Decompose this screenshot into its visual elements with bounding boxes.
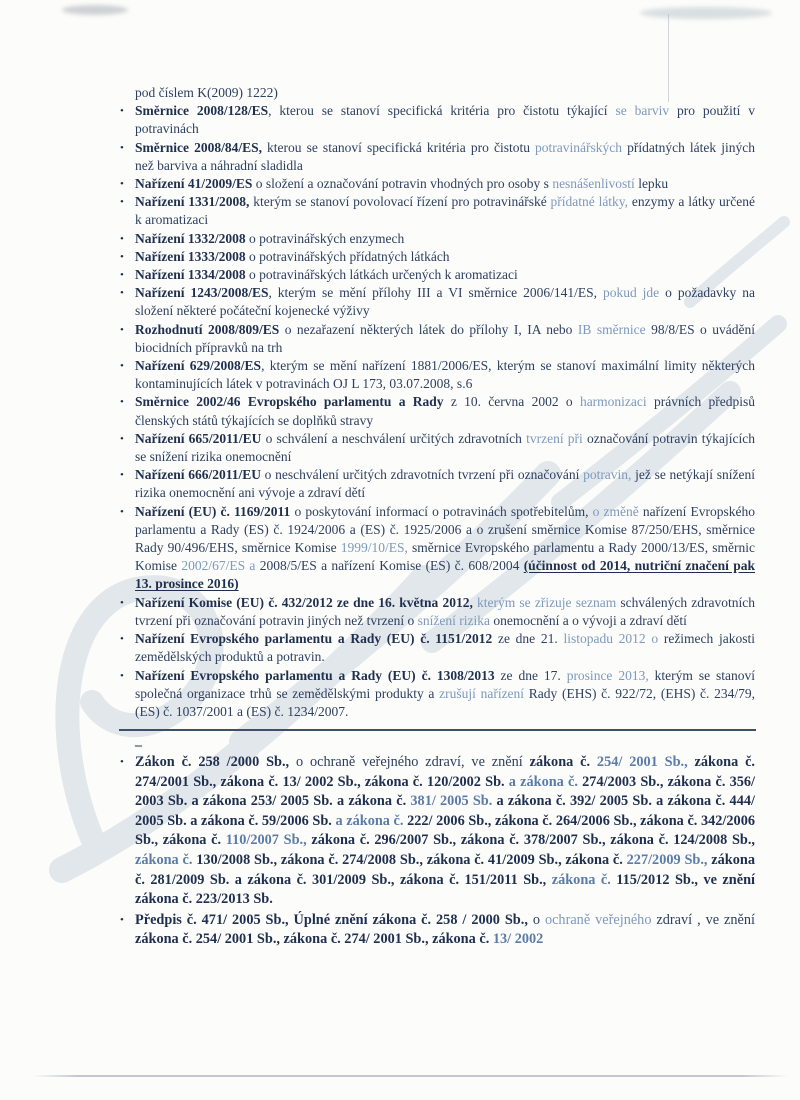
- text-segment: zdraví , ve znění: [651, 911, 755, 928]
- text-segment: potravin,: [583, 467, 632, 483]
- text-segment: se barviv: [615, 103, 670, 119]
- text-segment: (účinnost od 2014, nutriční značení pak 13. prosince 2016): [135, 558, 756, 592]
- text-segment: o potravinářských enzymech: [245, 230, 405, 246]
- text-segment: ze dne 17.: [494, 667, 567, 683]
- list-item: [120, 266, 755, 284]
- text-segment: pro použití v potravinách: [135, 103, 755, 137]
- text-segment: 381/ 2005 Sb.: [410, 793, 497, 810]
- text-segment: Zákon č. 258 /2000 Sb.,: [135, 754, 290, 771]
- bullet-icon: •: [120, 141, 124, 154]
- bullet-icon: •: [120, 105, 124, 118]
- text-segment: zákona č.: [529, 754, 597, 771]
- scan-artifact-top-right: [640, 7, 772, 19]
- list-item: [120, 175, 755, 193]
- text-segment: právních předpisů členských států týkajících se doplňků stravy: [135, 394, 755, 428]
- list-item: [120, 667, 755, 722]
- text-segment: kterým se zřizuje seznam: [472, 594, 617, 610]
- text-segment: o složení a označování potravin vhodných pro osoby s: [252, 176, 553, 192]
- scan-artifact-page-edge: [32, 1075, 788, 1077]
- text-segment: 2008/5/ES a nařízení Komise (ES) č. 608/2004: [255, 558, 524, 574]
- list-item: [120, 430, 756, 466]
- list-item: [120, 357, 756, 393]
- text-segment: zákona č.: [135, 852, 197, 869]
- text-segment: Nařízení Evropského parlamentu a Rady (EU) č. 1308/2013: [135, 667, 495, 683]
- text-segment: 2002/67/ES a: [181, 558, 256, 574]
- text-segment: zákona č.: [551, 871, 617, 888]
- bullet-icon: •: [120, 232, 124, 245]
- text-segment: onemocnění a o vývoji a zdraví dětí: [490, 612, 687, 628]
- text-segment: kterým se stanoví společná organizace trhů se zemědělskými produkty a: [135, 667, 755, 701]
- bullet-icon: •: [120, 360, 124, 373]
- text-segment: o poskytování informací o potravinách spotřebitelům,: [290, 503, 593, 519]
- bullet-icon: •: [120, 505, 124, 518]
- text-segment: 115/2012 Sb., ve znění zákona č. 223/2013 Sb.: [135, 871, 755, 908]
- bullet-icon: •: [120, 596, 124, 609]
- text-segment: o schválení a neschválení určitých zdravotních: [261, 430, 527, 446]
- bullet-icon: •: [120, 250, 124, 263]
- list-item: [120, 321, 755, 357]
- text-segment: zákona č. 296/2007 Sb., zákona č. 378/2007 Sb., zákona č. 124/2008 Sb.,: [311, 832, 756, 849]
- bullet-icon: •: [120, 756, 124, 769]
- text-segment: Rady (EHS) č. 922/72, (EHS) č. 234/79, (ES) č. 1037/2001 a (ES) č. 1234/2007.: [135, 685, 755, 719]
- text-segment: ochraně veřejného: [544, 911, 652, 928]
- text-segment: 98/8/ES o uvádění biocidních přípravků na trh: [135, 321, 755, 355]
- scan-artifact-top-left: [62, 5, 128, 15]
- text-segment: Směrnice 2002/46 Evropského parlamentu a Rady: [135, 394, 444, 410]
- bullet-icon: •: [120, 913, 124, 926]
- text-segment: Směrnice 2008/128/ES: [135, 103, 269, 119]
- intro-line: [135, 84, 755, 102]
- text-segment: Směrnice 2008/84/ES,: [135, 139, 262, 155]
- text-segment: Nařízení Komise (EU) č. 432/2012 ze dne 16. května 2012,: [135, 594, 473, 610]
- text-segment: Nařízení 1332/2008: [135, 230, 246, 246]
- bullet-icon: •: [120, 669, 124, 682]
- text-segment: Nařízení 629/2008/ES: [135, 358, 262, 374]
- text-segment: tvrzení při: [526, 430, 583, 446]
- text-segment: o změně: [592, 503, 639, 519]
- list-item: [120, 248, 755, 266]
- text-segment: a zákona č.: [335, 812, 408, 829]
- text-segment: přídatné látky,: [550, 194, 629, 210]
- list-item: [120, 139, 755, 175]
- text-segment: 13/ 2002: [492, 931, 544, 948]
- text-segment: zrušují nařízení: [439, 685, 525, 701]
- text-segment: , kterou se stanoví specifická kritéria pro čistotu týkající: [268, 103, 616, 119]
- bullet-icon: •: [120, 432, 124, 445]
- text-segment: listopadu 2012 o: [563, 631, 659, 647]
- text-segment: enzymy a látky určené k aromatizaci: [135, 194, 755, 228]
- text-segment: prosince 2013,: [566, 667, 649, 683]
- text-segment: 222/ 2006 Sb., zákona č. 264/2006 Sb., zákona č. 342/2006 Sb., zákona č.: [135, 812, 755, 849]
- section-divider: [119, 729, 756, 731]
- bullet-icon: •: [120, 469, 124, 482]
- text-segment: nesnášenlivostí: [552, 176, 635, 192]
- text-segment: Nařízení 1334/2008: [135, 267, 246, 283]
- list-item: [120, 594, 755, 630]
- text-segment: kterým se stanoví povolovací řízení pro potravinářské: [249, 194, 551, 210]
- text-segment: kterou se stanoví specifická kritéria pro čistotu: [261, 139, 536, 155]
- text-segment: o požadavky na složení některé počáteční kojenecké výživy: [135, 285, 756, 319]
- text-segment: Nařízení (EU) č. 1169/2011: [135, 503, 291, 519]
- text-segment: Nařízení 1333/2008: [135, 248, 246, 264]
- text-segment: , kterým se mění přílohy III a VI směrnice 2006/141/ES,: [268, 285, 603, 301]
- list-item: [120, 503, 756, 594]
- text-segment: Nařízení 666/2011/EU: [135, 467, 261, 483]
- list-item: [120, 193, 755, 229]
- text-segment: jež se netýkají snížení rizika onemocnění ani vývoje a zdraví dětí: [135, 467, 755, 501]
- list-item: [120, 630, 755, 666]
- text-segment: o: [527, 911, 545, 928]
- bullet-icon: •: [120, 196, 124, 209]
- text-segment: režimech jakosti zemědělských produktů a potravin.: [135, 631, 755, 665]
- text-segment: o potravinářských látkách určených k aromatizaci: [245, 267, 518, 283]
- text-segment: lepku: [634, 176, 669, 192]
- text-segment: snížení rizika: [417, 612, 491, 628]
- text-segment: směrnice Evropského parlamentu a Rady 2000/13/ES, směrnic Komise: [135, 540, 755, 574]
- text-segment: nařízení Evropského parlamentu a Rady (ES) č. 1924/2006 a (ES) č. 1925/2006 a o zrušení směrnice Komise 87/250/EHS, směrnice Rady 90/496/EHS, směrnice Komise: [135, 503, 755, 556]
- text-segment: o potravinářských přídatných látkách: [245, 248, 450, 264]
- text-segment: zákona č. 274/2001 Sb., zákona č. 13/ 2002 Sb., zákona č. 120/2002 Sb.: [135, 754, 756, 790]
- text-segment: o neschválení určitých zdravotních tvrzení při označování: [260, 467, 584, 483]
- text-segment: Nařízení Evropského parlamentu a Rady (EU) č. 1151/2012: [135, 631, 493, 647]
- bullet-icon: •: [120, 269, 124, 282]
- text-segment: 110/2007 Sb.,: [225, 832, 312, 849]
- text-segment: ze dne 21.: [492, 631, 564, 647]
- text-segment: Nařízení 41/2009/ES: [135, 176, 253, 192]
- text-segment: označování potravin týkajících se snížení rizika onemocnění: [135, 430, 756, 465]
- text-segment: Nařízení 1331/2008,: [135, 194, 250, 210]
- text-segment: o nezařazení některých látek do přílohy I, IA nebo: [279, 321, 578, 337]
- bullet-icon: •: [120, 396, 124, 409]
- list-item: [120, 911, 755, 950]
- text-segment: pokud jde: [602, 285, 660, 301]
- laws-list: [120, 753, 756, 950]
- text-segment: Předpis č. 471/ 2005 Sb., Úplné znění zákona č. 258 / 2000 Sb.,: [135, 911, 528, 928]
- text-segment: Nařízení 1243/2008/ES: [135, 285, 269, 301]
- text-segment: Nařízení 665/2011/EU: [135, 430, 262, 446]
- text-segment: 130/2008 Sb., zákona č. 274/2008 Sb., zákona č. 41/2009 Sb., zákona č.: [196, 852, 627, 869]
- text-segment: zákona č. 281/2009 Sb. a zákona č. 301/2009 Sb., zákona č. 151/2011 Sb.,: [135, 852, 755, 888]
- list-item: [120, 393, 755, 429]
- text-segment: 274/2003 Sb., zákona č. 356/ 2003 Sb. a zákona 253/ 2005 Sb. a zákona č.: [135, 773, 755, 810]
- list-item: [120, 466, 755, 502]
- bullet-icon: •: [120, 287, 124, 300]
- text-segment: přídatných látek jiných než barviva a náhradní sladidla: [135, 139, 755, 173]
- text-segment: IB směrnice: [577, 321, 646, 337]
- regulations-list: [120, 102, 756, 721]
- text-segment: schválených zdravotních tvrzení při označování potravin jiných než tvrzení o: [135, 594, 755, 628]
- text-segment: z 10. června 2002 o: [443, 394, 580, 410]
- list-item: [120, 230, 755, 248]
- text-segment: a zákona č. 392/ 2005 Sb. a zákona č. 444/ 2005 Sb. a zákona č. 59/2006 Sb.: [135, 793, 755, 829]
- text-segment: o ochraně veřejného zdraví, ve znění: [289, 754, 530, 771]
- list-item: [120, 284, 756, 320]
- text-segment: Rozhodnutí 2008/809/ES: [135, 321, 280, 337]
- text-segment: 227/2009 Sb.,: [626, 852, 712, 869]
- text-segment: , kterým se mění nařízení 1881/2006/ES, kterým se stanoví maximální limity některých kontaminujících látek v potravinách OJ L 173, 03.07.2008, s.6: [135, 358, 756, 392]
- list-item: [120, 753, 756, 910]
- bullet-icon: •: [120, 178, 124, 191]
- text-segment: harmonizaci: [579, 394, 647, 410]
- text-segment: a zákona č.: [508, 773, 583, 790]
- text-segment: 1999/10/ES,: [340, 540, 408, 556]
- text-segment: zákona č. 254/ 2001 Sb., zákona č. 274/ 2001 Sb., zákona č.: [135, 931, 493, 948]
- intro-line-text: pod číslem K(2009) 1222): [135, 85, 278, 100]
- dash-mark: –: [135, 738, 142, 754]
- bullet-icon: •: [120, 633, 124, 646]
- text-segment: 254/ 2001 Sb.,: [596, 754, 695, 771]
- page-content: [120, 84, 756, 951]
- list-item: [120, 102, 755, 138]
- bullet-icon: •: [120, 323, 124, 336]
- text-segment: potravinářských: [535, 139, 623, 155]
